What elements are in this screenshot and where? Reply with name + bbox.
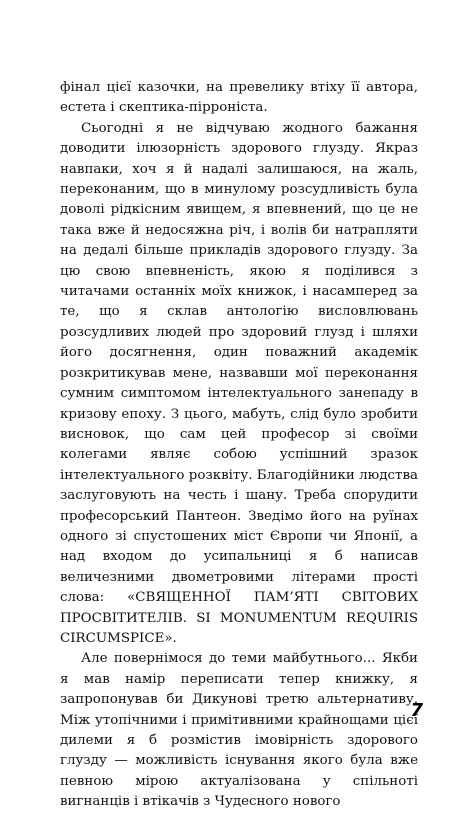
page-number: 7 [410,700,423,721]
paragraph: Сьогодні я не відчуваю жодного бажання доводити ілюзорність здорового глузду. Якраз навпаки, хоч я й надалі залишаюся, на жаль, переконаним, що в минулому розсудливість була доволі рідкісним явищем, я впевнений, що це не така вже й недосяжна річ, і волів би натрапляти на дедалі більше прикладів здорового глузду. За цю свою впевненість, якою я поділився з читачами останніх моїх книжок, і насамперед за те, що я склав антологію висловлювань розсудливих людей про здоровий глузд і шляхи його досягнення, один поважний академік розкритикував мене, назвавши мої переконання сумним симптомом інтелектуального занепаду в кризову епоху. З цього, мабуть, слід було зробити висновок, що сам цей професор зі своїми колегами являє собою успішний зразок інтелектуального розквіту. Благодійники людства заслуговують на честь і шану. Треба спорудити професорський Пантеон. Зведімо його на руїнах одного зі спустошених міст Європи чи Японії, а над входом до усипальниці я б написав величезними двометровими літерами прості слова: «СВЯЩЕННОЇ ПАМ’ЯТІ СВІТОВИХ ПРОСВІТИТЕЛІВ. SI MONUMENTUM REQUIRIS CIRCUMSPICE». [60,120,418,646]
paragraph: Але повернімося до теми майбутнього... Якби я мав намір переписати тепер книжку, я запропонував би Дикунові третю альтернативу. Між утопічними і примітивними крайнощами цієї дилеми я б розмістив імовірність здорового глузду — можливість існування якого була вже певною мірою актуалізована у спільноті вигнанців і втікачів з Чудесного нового [60,651,418,810]
page-body [60,78,418,813]
paragraph-continuation: фінал цієї казочки, на превелику втіху її автора, естета і скептика-пірроніста. [60,80,418,116]
